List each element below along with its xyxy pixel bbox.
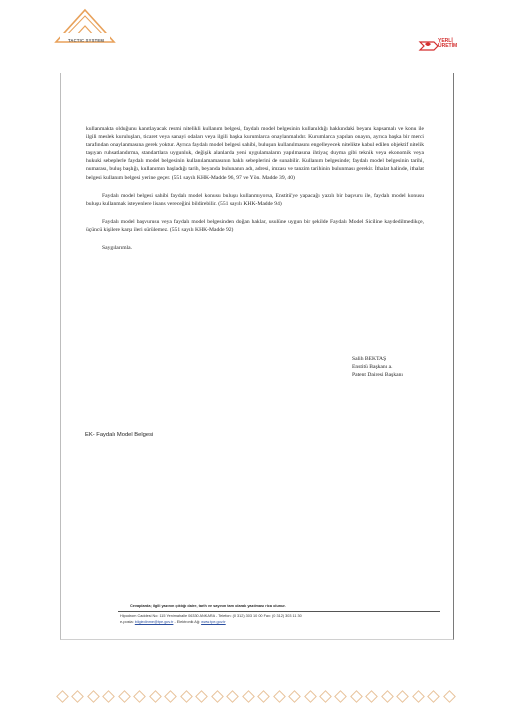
diamond-icon [149, 690, 162, 703]
footer-divider [118, 611, 440, 612]
diamond-icon [180, 690, 193, 703]
logo-text: TACTIC SYSTEM [67, 38, 105, 43]
diamond-icon [87, 690, 100, 703]
diamond-icon [381, 690, 394, 703]
diamond-icon [56, 690, 69, 703]
email-link[interactable]: bilgiedinme@tpe.gov.tr [134, 619, 174, 624]
signature-block [352, 355, 432, 380]
signatory-title-2: Patent Dairesi Başkanı [352, 372, 403, 379]
diamond-icon [350, 690, 363, 703]
diamond-icon [257, 690, 270, 703]
paragraph-3: Faydalı model başvurusu veya faydalı model belgesinden doğan haklar, usulüne uygun bir şekilde Faydalı Model Siciline kaydedilmedikçe, üçüncü kişilere karşı ileri sürülemez. (551 sayılı KHK-Madde 92) [86, 218, 424, 233]
yerli-label: YERLİ [438, 38, 453, 44]
diamond-icon [226, 690, 239, 703]
diamond-icon [72, 690, 85, 703]
email-label: e-posta: [120, 619, 134, 624]
diamond-icon [103, 690, 116, 703]
diamond-icon [288, 690, 301, 703]
paragraph-2: Faydalı model belgesi sahibi faydalı model konusu buluşu kullanmıyorsa, Enstitü'ye yapacağı yazılı bir başvuru ile, faydalı model konusu buluşu kullanmak isteyenlere lisans vereceğini bildirebilir. (551 sayılı KHK-Madde 94) [86, 192, 424, 207]
diamond-icon [427, 690, 440, 703]
diamond-icon [211, 690, 224, 703]
letter-body [86, 125, 424, 262]
diamond-icon [118, 690, 131, 703]
diamond-icon [335, 690, 348, 703]
diamond-icon [396, 690, 409, 703]
diamond-icon [366, 690, 379, 703]
decorative-border [58, 688, 454, 704]
diamond-icon [319, 690, 332, 703]
diamond-icon [195, 690, 208, 703]
web-link[interactable]: www.tpe.gov.tr [201, 619, 226, 624]
footer-address-block [120, 614, 440, 625]
uretim-label: ÜRETİM [438, 43, 458, 50]
attachment-line: EK- Faydalı Model Belgesi [85, 432, 154, 438]
signatory-name: Salih BEKTAŞ [352, 356, 387, 362]
footer-contact [120, 620, 440, 626]
diamond-icon [443, 690, 456, 703]
signatory-title-1: Enstitü Başkanı a. [352, 364, 393, 371]
footer-address: Hipodrom Caddesi No: 115 Yenimahalle 06330 ANKARA - Telefon: (0 312) 303 10 00 Fax: (0 312) 303 11 30 [120, 614, 302, 618]
closing: Saygılarımla. [102, 245, 132, 252]
diamond-icon [242, 690, 255, 703]
diamond-icon [133, 690, 146, 703]
diamond-icon [412, 690, 425, 703]
web-label: - Elektronik Ağ: [174, 619, 201, 624]
yerli-uretim-label [438, 39, 457, 50]
diamond-icon [304, 690, 317, 703]
paragraph-1: kullanmakta olduğunu kanıtlayacak resmi nitelikli kullanım belgesi, faydalı model belgesinin kullanıldığı hakkındaki beyanı kapsamalı ve konu ile ilgili meslek kuruluşları, ticaret veya sanayi odaları veya ilgili başka kurumlarca onaylanmalıdır. Kurumlarca yapılan onayın, ayrıca başka bir merci tarafından onaylanmasına gerek yoktur. Ayrıca faydalı model belgesi sahibi, buluşun kullanılmasını engelleyecek nitelikte kabul edilen objektif nitelik taşıyan ruhsatlandırma, standartlara uygunluk, değişik alanlarda yeni uygulamaların yapılmasına ihtiyaç duyma gibi teknik veya ekonomik veya hukuki sebeplerle faydalı model belgesinin kullanılamamasının haklı sebeplerini de sunabilir. Kullanım belgesinde; faydalı model belgesinin tarihi, numarası, buluş başlığı, kullanımın başladığı tarih, beyanda bulunanın adı, adresi, imzası ve tanzim tarihinin bulunması gerekir. İthalat halinde, ithalat belgesi kullanım belgesi yerine geçer. (551 sayılı KHK-Madde 96, 97 ve Yön. Madde 39, 40) [86, 126, 424, 181]
diamond-icon [164, 690, 177, 703]
diamond-icon [273, 690, 286, 703]
footer-note: Cevaplarda; ilgili yazının çıktığı daire, tarih ve sayının tam olarak yazılması rica olunur. [130, 604, 286, 608]
